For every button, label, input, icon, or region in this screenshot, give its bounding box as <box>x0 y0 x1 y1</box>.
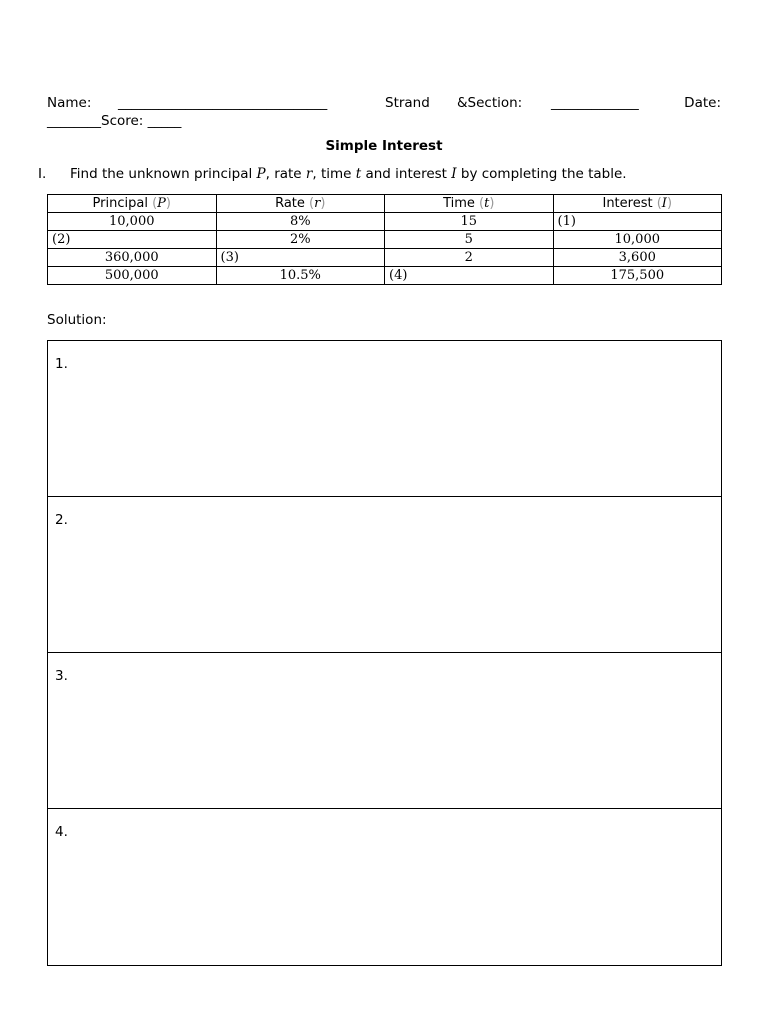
header-line-2 <box>47 112 721 130</box>
date-label: Date: <box>684 95 721 111</box>
solution-area-2[interactable] <box>48 497 721 653</box>
solution-area-4[interactable] <box>48 809 721 965</box>
cell-principal: 500,000 <box>48 267 217 285</box>
cell-rate: 10.5% <box>216 267 385 285</box>
table-row <box>48 213 722 231</box>
student-info-header <box>47 94 721 130</box>
section-blank: _____________ <box>551 95 639 111</box>
table-row <box>48 231 722 249</box>
cell-rate: 2% <box>216 231 385 249</box>
table-header-row <box>48 195 722 213</box>
cell-time: 5 <box>385 231 554 249</box>
cell-time: 15 <box>385 213 554 231</box>
cell-principal-blank[interactable]: (2) <box>48 231 217 249</box>
header-interest: Interest (I) <box>553 195 722 213</box>
cell-rate-blank[interactable]: (3) <box>216 249 385 267</box>
header-line-1 <box>47 94 721 112</box>
header-rate: Rate (r) <box>216 195 385 213</box>
cell-principal: 10,000 <box>48 213 217 231</box>
solution-area-3[interactable] <box>48 653 721 809</box>
instruction-numeral: I. <box>38 166 47 182</box>
solution-area-1[interactable] <box>48 341 721 497</box>
table-row <box>48 249 722 267</box>
cell-time: 2 <box>385 249 554 267</box>
section-label: &Section: <box>457 95 523 111</box>
date-blank: ________ <box>47 113 101 129</box>
cell-interest: 10,000 <box>553 231 722 249</box>
cell-interest-blank[interactable]: (1) <box>553 213 722 231</box>
header-principal: Principal (P) <box>48 195 217 213</box>
solution-box <box>47 340 722 966</box>
solution-number: 2. <box>55 512 68 528</box>
cell-rate: 8% <box>216 213 385 231</box>
solution-number: 1. <box>55 356 68 372</box>
cell-time-blank[interactable]: (4) <box>385 267 554 285</box>
instruction-text: Find the unknown principal P, rate r, time t and interest I by completing the table. <box>70 166 627 182</box>
score-label: Score: <box>101 113 144 129</box>
score-blank: _____ <box>147 113 182 129</box>
cell-interest: 175,500 <box>553 267 722 285</box>
header-time: Time (t) <box>385 195 554 213</box>
page-title: Simple Interest <box>325 138 443 154</box>
solution-number: 3. <box>55 668 68 684</box>
instruction <box>38 165 738 183</box>
name-blank: _______________________________ <box>118 95 328 111</box>
solution-label: Solution: <box>47 312 107 328</box>
table-row <box>48 267 722 285</box>
strand-label: Strand <box>385 95 430 111</box>
interest-table <box>47 194 722 285</box>
solution-number: 4. <box>55 824 68 840</box>
cell-interest: 3,600 <box>553 249 722 267</box>
name-label: Name: <box>47 95 92 111</box>
cell-principal: 360,000 <box>48 249 217 267</box>
